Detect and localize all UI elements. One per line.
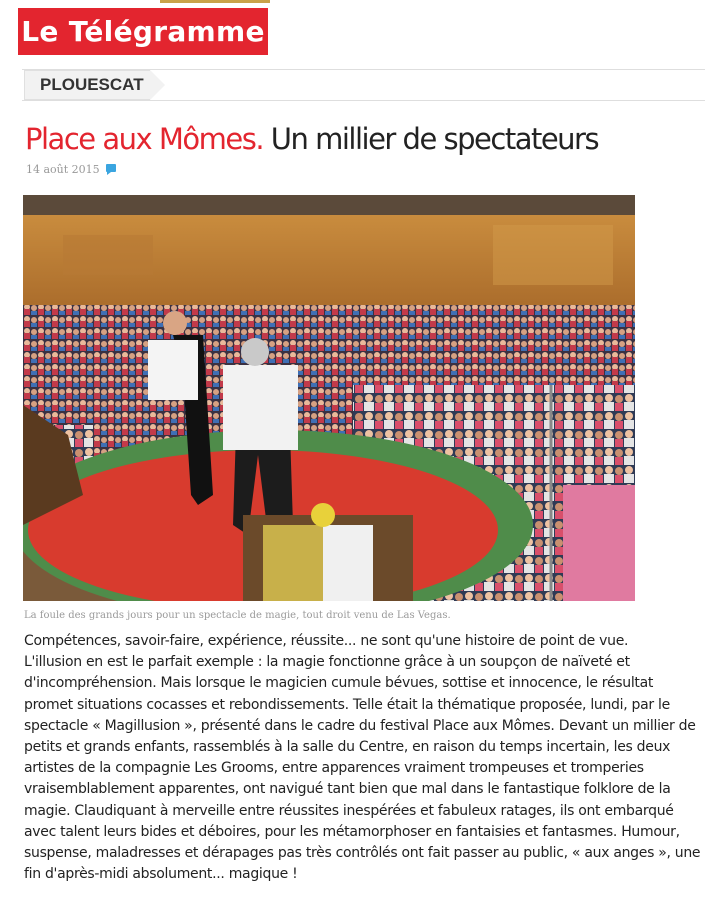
- headline-title: Un millier de spectateurs: [270, 122, 599, 156]
- headline-kicker: Place aux Mômes.: [25, 122, 264, 156]
- article-body-line: d'incompréhension. Mais lorsque le magicien cumule bévues, sottise et innocence, le résultat: [24, 675, 654, 692]
- article-body-line: fin d'après-midi absolument... magique !: [24, 866, 298, 883]
- article-body-line: suspense, maladresses et dérapages pas très contrôlés ont fait passer au public, « aux anges », une: [24, 845, 701, 862]
- top-decoration-strip: [160, 0, 270, 3]
- article-body-line: avec talent leurs bides et déboires, pour les métamorphoser en fantaisies et fantasmes. Humour,: [24, 823, 680, 840]
- article-body-line: magie. Claudiquant à merveille entre réussites inespérées et fabuleux ratages, ils ont embarqué: [24, 802, 674, 819]
- article-dateline: [26, 163, 116, 176]
- article-body: [24, 631, 704, 885]
- article-body-line: promet situations cocasses et rebondissements. Telle était la thématique proposée, lundi, par le: [24, 696, 670, 713]
- article-date: 14 août 2015: [26, 163, 100, 176]
- section-label: PLOUESCAT: [40, 75, 144, 94]
- section-tab[interactable]: [24, 70, 150, 100]
- article-body-line: L'illusion en est le parfait exemple : la magie fonctionne grâce à un soupçon de naïveté et: [24, 654, 630, 671]
- article-body-line: Compétences, savoir-faire, expérience, réussite... ne sont qu'une histoire de point de vue.: [24, 633, 629, 649]
- article-body-line: vraisemblablement apparentes, ont navigué tant bien que mal dans le fantastique folklore de la: [24, 781, 671, 798]
- article-headline: [25, 117, 598, 161]
- site-logo[interactable]: Le Télégramme: [18, 8, 268, 55]
- article-body-line: artistes de la compagnie Les Grooms, entre apparences vraiment trompeuses et tromperies: [24, 760, 644, 777]
- comment-bubble-icon[interactable]: [106, 164, 116, 172]
- article-body-line: spectacle « Magillusion », présenté dans le cadre du festival Place aux Mômes. Devant un millier de: [24, 717, 696, 734]
- image-caption: La foule des grands jours pour un spectacle de magie, tout droit venu de Las Vegas.: [24, 610, 451, 621]
- article-photo: [23, 195, 635, 601]
- article-body-line: petits et grands enfants, rassemblés à la salle du Centre, en raison du temps incertain, les deux: [24, 739, 671, 756]
- section-divider: [22, 100, 705, 101]
